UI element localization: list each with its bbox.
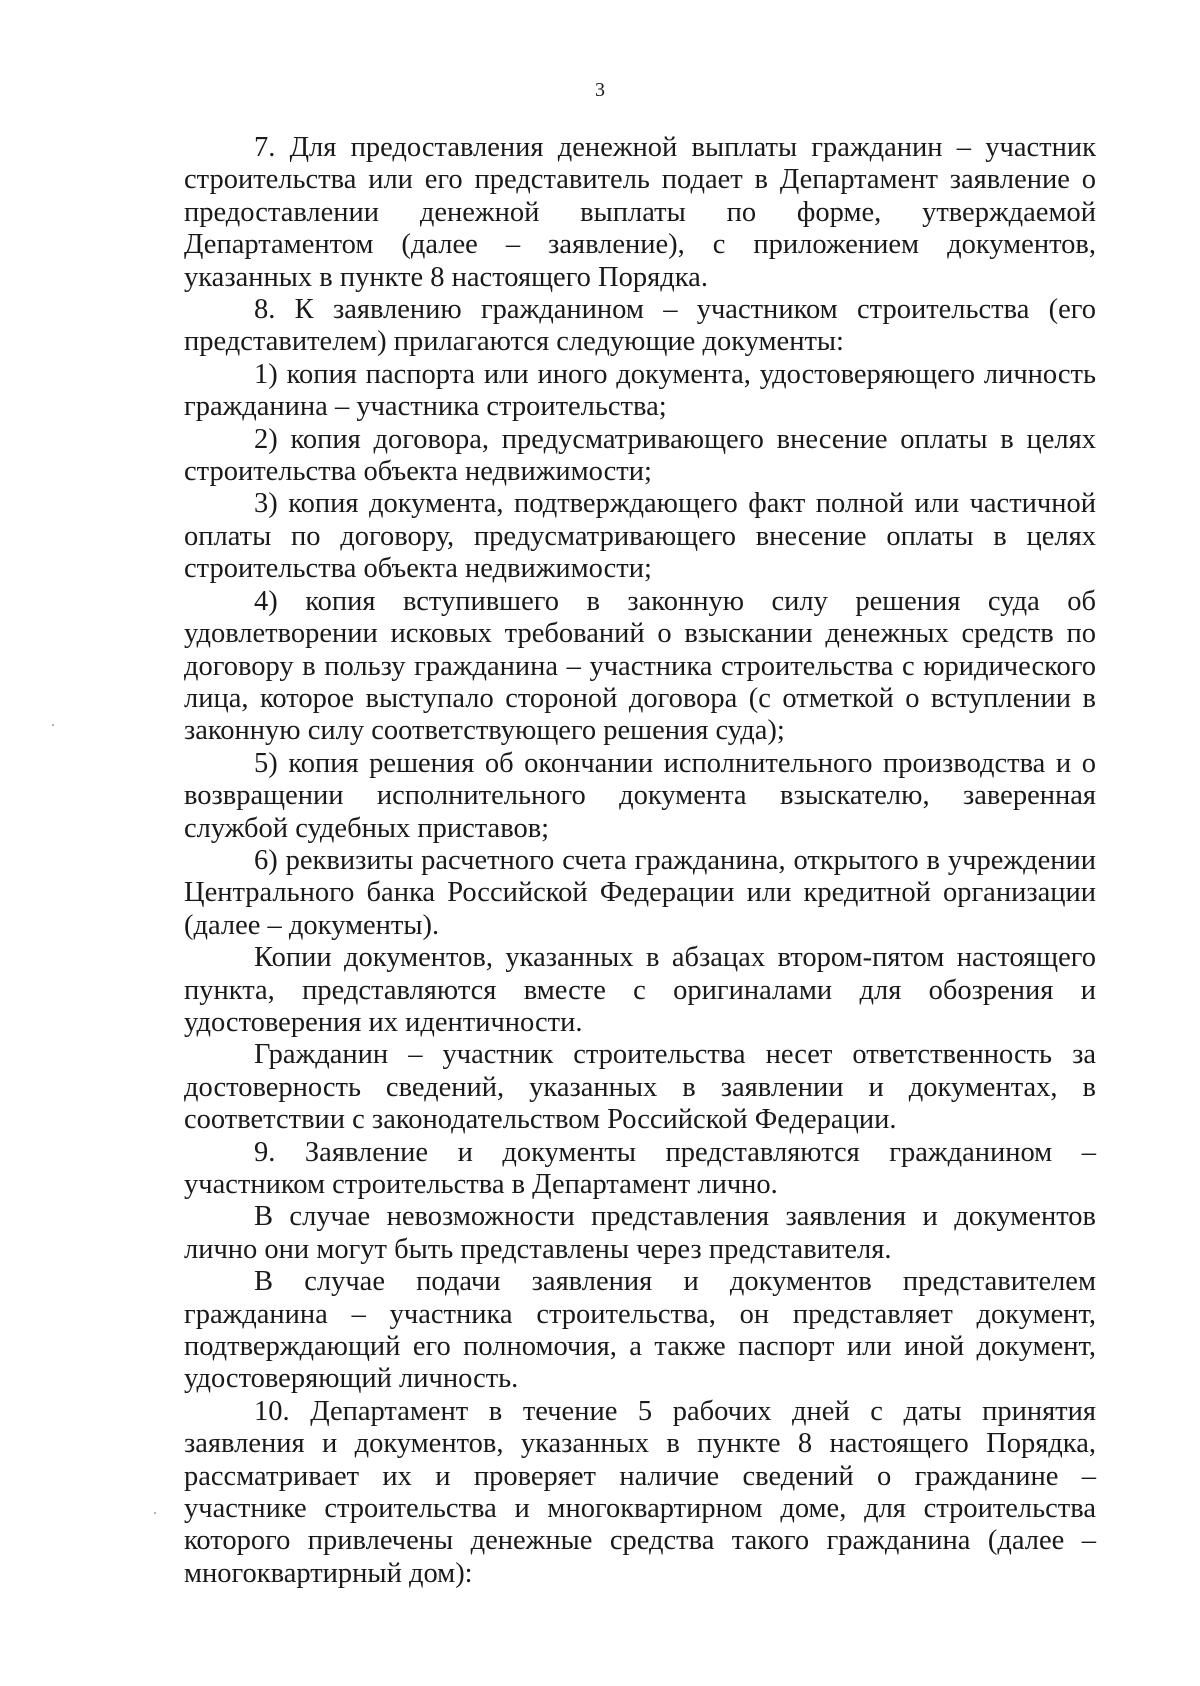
page-number: 3 xyxy=(595,79,605,101)
paragraph-7: 7. Для предоставления денежной выплаты гражданин – участник строительства или его представитель подает в Департамент заявление о предоставлении денежной выплаты по форме, утверждаемой Департаментом (далее – заявление), с приложением документов, указанных в пункте 8 настоящего Порядка. xyxy=(184,132,1096,293)
paragraph-8: 8. К заявлению гражданином – участником строительства (его представителем) прилагаются следующие документы: xyxy=(184,294,1096,358)
paragraph-copies: Копии документов, указанных в абзацах втором-пятом настоящего пункта, представляются вместе с оригиналами для обозрения и удостоверения их идентичности. xyxy=(184,942,1096,1038)
list-item-3: 3) копия документа, подтверждающего факт полной или частичной оплаты по договору, предусматривающего внесение оплаты в целях строительства объекта недвижимости; xyxy=(184,488,1096,585)
scan-speck xyxy=(52,724,54,726)
list-item-4: 4) копия вступившего в законную силу решения суда об удовлетворении исковых требований о взыскании денежных средств по договору в пользу гражданина – участника строительства с юридического лица, которое выступало стороной договора (с отметкой о вступлении в законную силу соответствующего решения суда); xyxy=(184,585,1096,747)
list-item-1: 1) копия паспорта или иного документа, удостоверяющего личность гражданина – участника строительства; xyxy=(184,358,1096,423)
paragraph-responsibility: Гражданин – участник строительства несет ответственность за достоверность сведений, указанных в заявлении и документах, в соответствии с законодательством Российской Федерации. xyxy=(184,1039,1096,1136)
paragraph-10: 10. Департамент в течение 5 рабочих дней с даты принятия заявления и документов, указанных в пункте 8 настоящего Порядка, рассматривает их и проверяет наличие сведений о гражданине – участнике строительства и многоквартирном доме, для строительства которого привлечены денежные средства такого гражданина (далее – многоквартирный дом): xyxy=(184,1395,1096,1589)
list-item-6: 6) реквизиты расчетного счета гражданина, открытого в учреждении Центрального банка Российской Федерации или кредитной организации (далее – документы). xyxy=(184,844,1096,941)
list-item-5: 5) копия решения об окончании исполнительного производства и о возвращении исполнительного документа взыскателю, заверенная службой судебных приставов; xyxy=(184,747,1096,844)
paragraph-representative: В случае невозможности представления заявления и документов лично они могут быть представлены через представителя. xyxy=(184,1201,1096,1265)
document-body xyxy=(184,132,1096,1590)
list-item-2: 2) копия договора, предусматривающего внесение оплаты в целях строительства объекта недвижимости; xyxy=(184,423,1096,488)
paragraph-representative-documents: В случае подачи заявления и документов представителем гражданина – участника строительства, он представляет документ, подтверждающий его полномочия, а также паспорт или иной документ, удостоверяющий личность. xyxy=(184,1266,1096,1395)
scan-speck xyxy=(154,1512,156,1514)
paragraph-9: 9. Заявление и документы представляются гражданином – участником строительства в Департамент лично. xyxy=(184,1136,1096,1200)
